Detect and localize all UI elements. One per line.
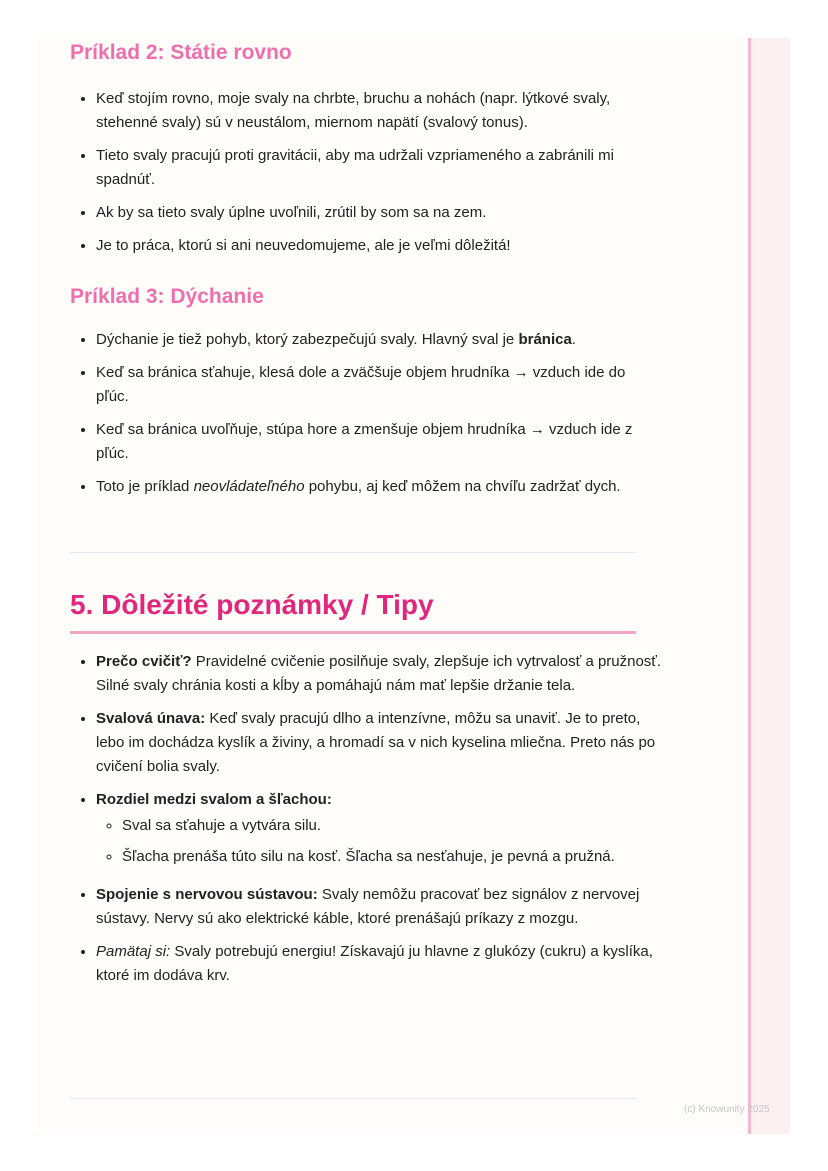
item-text: . bbox=[571, 331, 576, 348]
divider bbox=[70, 552, 636, 553]
example2-list bbox=[70, 87, 662, 267]
list-item: • Keď sa bránica uvoľňuje, stúpa hore a zmenšuje objem hrudníka → vzduch ide z pľúc. bbox=[96, 418, 662, 466]
footer-copyright: (c) Knowunity 2025 bbox=[684, 1104, 770, 1115]
item-text: Pravidelné cvičenie posilňuje svaly, zlepšuje ich vytrvalosť a pružnosť. Silné svaly chránia kosti a kĺby a pomáhajú nám mať lepšie držanie tela. bbox=[96, 653, 662, 694]
item-bold: Spojenie s nervovou sústavou: bbox=[96, 886, 318, 903]
section5-heading: 5. Dôležité poznámky / Tipy bbox=[70, 589, 434, 620]
item-text: Toto je príklad bbox=[96, 478, 194, 495]
list-item bbox=[96, 475, 662, 499]
example3-heading: Príklad 3: Dýchanie bbox=[70, 285, 264, 308]
sub-list-item: ◦ Sval sa sťahuje a vytvára silu. bbox=[122, 814, 662, 838]
sub-list bbox=[96, 814, 662, 869]
list-item bbox=[96, 707, 662, 779]
divider bbox=[70, 1098, 636, 1099]
list-item bbox=[96, 788, 662, 869]
list-item bbox=[96, 650, 662, 698]
list-item: • Ak by sa tieto svaly úplne uvoľnili, zrútil by som sa na zem. bbox=[96, 201, 662, 225]
list-item: • Tieto svaly pracujú proti gravitácii, aby ma udržali vzpriameného a zabránili mi spadnúť. bbox=[96, 144, 662, 192]
item-text: Dýchanie je tiež pohyb, ktorý zabezpečujú svaly. Hlavný sval je bbox=[96, 331, 519, 348]
example2-heading: Príklad 2: Státie rovno bbox=[70, 41, 292, 64]
item-italic: neovládateľného bbox=[193, 478, 305, 495]
sub-list-item: ◦ Šľacha prenáša túto silu na kosť. Šľacha sa nesťahuje, je pevná a pružná. bbox=[122, 845, 662, 869]
item-bold: Svalová únava: bbox=[96, 710, 206, 727]
item-text: Keď svaly pracujú dlho a intenzívne, môžu sa unaviť. Je to preto, lebo im dochádza kyslík a živiny, a hromadí sa v nich kyselina mliečna. Preto nás po cvičení bolia svaly. bbox=[96, 710, 656, 775]
list-item: • Keď stojím rovno, moje svaly na chrbte, bruchu a nohách (napr. lýtkové svaly, stehenné svaly) sú v neustálom, miernom napätí (svalový tonus). bbox=[96, 87, 662, 135]
heading-underline bbox=[70, 631, 636, 634]
list-item bbox=[96, 940, 662, 988]
list-item: • Keď sa bránica sťahuje, klesá dole a zväčšuje objem hrudníka → vzduch ide do pľúc. bbox=[96, 361, 662, 409]
item-italic: Pamätaj si: bbox=[96, 943, 171, 960]
item-bold: Rozdiel medzi svalom a šľachou: bbox=[96, 791, 332, 808]
item-text: pohybu, aj keď môžem na chvíľu zadržať dych. bbox=[304, 478, 621, 495]
example3-list bbox=[70, 328, 662, 508]
item-bold: bránica bbox=[518, 331, 572, 348]
item-bold: Prečo cvičiť? bbox=[96, 653, 192, 670]
tips-list bbox=[70, 650, 662, 997]
side-margin-stripe bbox=[748, 38, 790, 1134]
item-text: Svaly nemôžu pracovať bez signálov z nervovej sústavy. Nervy sú ako elektrické káble, ktoré prenášajú príkazy z mozgu. bbox=[96, 886, 640, 927]
list-item: • Je to práca, ktorú si ani neuvedomujeme, ale je veľmi dôležitá! bbox=[96, 234, 662, 258]
item-text: Svaly potrebujú energiu! Získavajú ju hlavne z glukózy (cukru) a kyslíka, ktoré im dodáva krv. bbox=[96, 943, 653, 984]
list-item bbox=[96, 883, 662, 931]
list-item bbox=[96, 328, 662, 352]
